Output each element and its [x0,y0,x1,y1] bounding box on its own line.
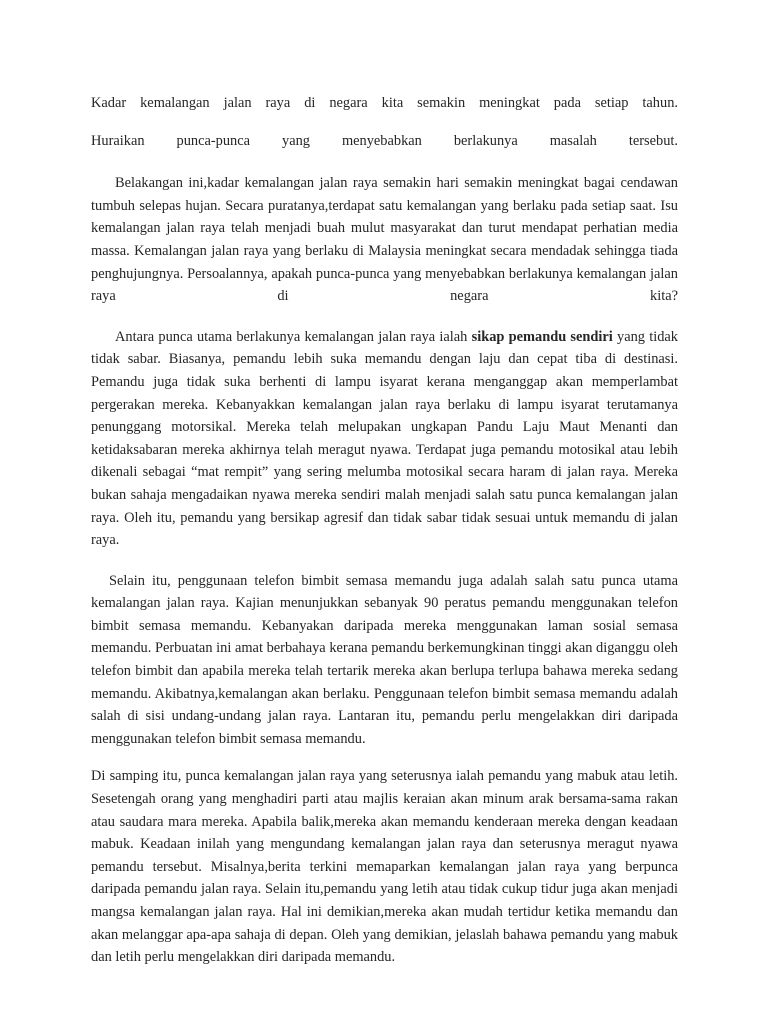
paragraph-3: Di samping itu, punca kemalangan jalan raya yang seterusnya ialah pemandu yang mabuk atau letih. Sesetengah orang yang menghadiri parti atau majlis keraian akan minum arak bersama-sama rakan atau saudara mara mereka. Apabila balik,mereka akan memandu kenderaan mereka dengan keadaan mabuk. Keadaan inilah yang mengundang kemalangan jalan raya dan seterusnya meragut nyawa pemandu tersebut. Misalnya,berita terkini memaparkan kemalangan jalan raya yang berpunca daripada pemandu jalan raya. Selain itu,pemandu yang letih atau tidak cukup tidur juga akan menjadi mangsa kemalangan jalan raya. Hal ini demikian,mereka akan mudah tertidur ketika memandu dan akan melanggar apa-apa sahaja di depan. Oleh yang demikian, jelaslah bahawa pemandu yang mabuk dan letih perlu mengelakkan diri daripada memandu. [91,768,678,966]
paragraph-1-rest: yang tidak tidak sabar. Biasanya, pemandu lebih suka memandu dengan laju dan cepat tiba di destinasi. Pemandu juga tidak suka berhenti di lampu isyarat kerana menganggap akan memperlambat pergerakan mereka. Kebanyakkan kemalangan jalan raya berlaku di lampu isyarat terutamanya penunggang motorsikal. Mereka telah melupakan ungkapan Pandu Laju Maut Menanti dan ketidaksabaran mereka akhirnya telah meragut nyawa. Terdapat juga pemandu motosikal atau lebih dikenali sebagai “mat rempit” yang sering melumba motosikal secara haram di jalan raya. Mereka bukan sahaja mengadaikan nyawa mereka sendiri malah menjadi salah satu punca kemalangan jalan raya. Oleh itu, pemandu yang bersikap agresif dan tidak sabar tidak sesuai untuk memandu di jalan raya. [91,328,678,549]
paragraph-1-emphasis: sikap pemandu sendiri [471,328,613,345]
essay-body [91,92,678,969]
question-line-1: Kadar kemalangan jalan raya di negara kita semakin meningkat pada setiap tahun. [91,95,678,111]
paragraph-1 [91,326,678,552]
intro-paragraph: Belakangan ini,kadar kemalangan jalan raya semakin hari semakin meningkat bagai cendawan tumbuh selepas hujan. Secara puratanya,terdapat satu kemalangan yang berlaku pada setiap saat. Isu kemalangan jalan raya telah menjadi buah mulut masyarakat dan turut mendapat perhatian media massa. Kemalangan jalan raya yang berlaku di Malaysia meningkat secara mendadak sehingga tiada penghujungnya. Persoalannya, apakah punca-punca yang menyebabkan berlakunya kemalangan jalan raya di negara kita? [91,175,678,305]
question-line-2: Huraikan punca-punca yang menyebabkan berlakunya masalah tersebut. [91,132,678,149]
paragraph-1-lead: Antara punca utama berlakunya kemalangan jalan raya ialah [115,328,472,345]
paragraph-2: Selain itu, penggunaan telefon bimbit semasa memandu juga adalah salah satu punca utama kemalangan jalan raya. Kajian menunjukkan sebanyak 90 peratus pemandu menggunakan telefon bimbit semasa memandu. Kebanyakan daripada mereka menggunakan laman sosial semasa memandu. Perbuatan ini amat berbahaya kerana pemandu berkemungkinan tinggi akan diganggu oleh telefon bimbit dan apabila mereka telah tertarik mereka akan berlupa terlupa bahawa mereka sedang memandu. Akibatnya,kemalangan akan berlaku. Penggunaan telefon bimbit semasa memandu adalah salah di sisi undang-undang jalan raya. Lantaran itu, pemandu perlu mengelakkan diri daripada menggunakan telefon bimbit semasa memandu. [91,572,678,747]
